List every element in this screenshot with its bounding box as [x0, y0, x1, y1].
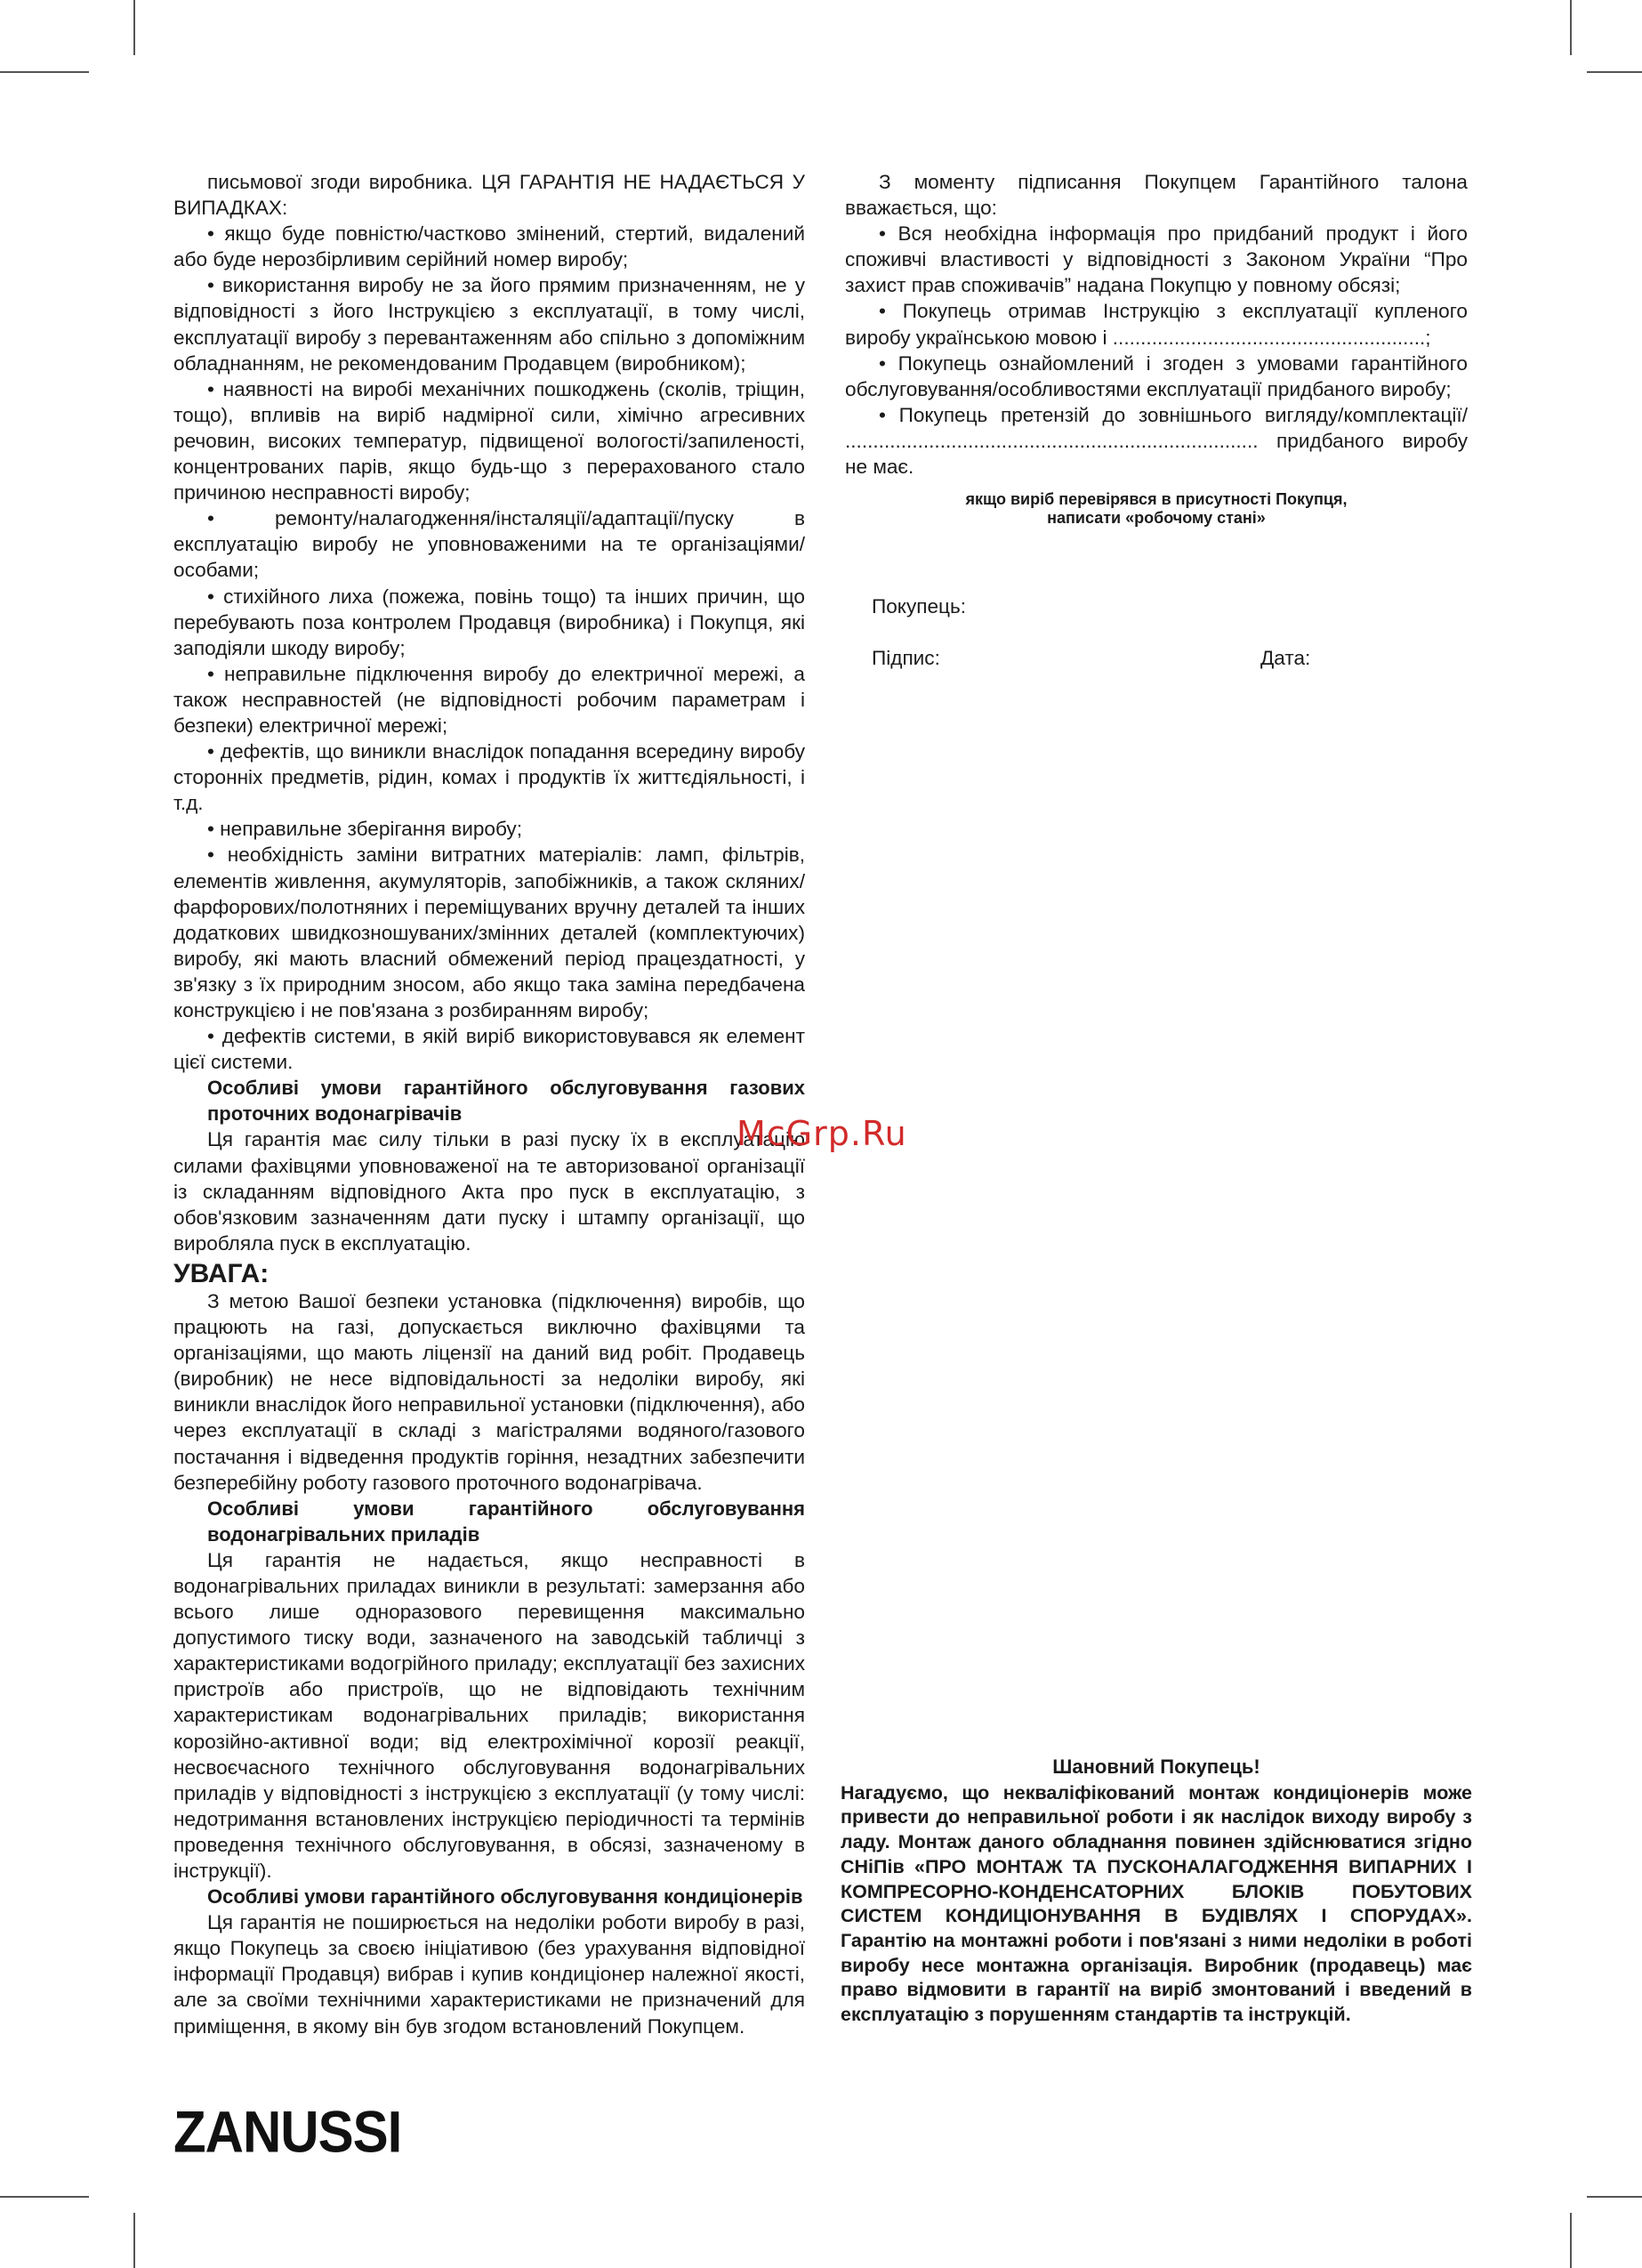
- paragraph: Ця гарантія має силу тільки в разі пуску їх в експлуатацію силами фахівцями уповноваженої на те авторизованої організації із складанням відповідного Акта про пуск в експлуатацію, з обов'язковим зазначенням дати пуску і штампу організації, що виробляла пуск в експлуатацію.: [173, 1128, 805, 1255]
- paragraph: З метою Вашої безпеки установка (підключення) виробів, що працюють на газі, допускається виключно фахівцями та організаціями, що мають ліцензії на даний вид робіт. Продавець (виробник) не несе відповідальності за недоліки виробу, які виникли внаслідок його неправильної установки (підключення), або через експлуатації в складі з магістралями водяного/газового постачання і відведення продуктів горіння, незадтних забезпечити безперебійну роботу газового проточного водонагрівача.: [173, 1289, 805, 1494]
- inspection-note: [845, 490, 1468, 528]
- paragraph: З моменту підписання Покупцем Гарантійного талона вважається, що:: [845, 171, 1468, 220]
- paragraph: Ця гарантія не поширюється на недоліки роботи виробу в разі, якщо Покупець за своєю ініціативою (без урахування відповідної інформації Продавця) вибрав і купив кондиціонер належної якості, але за своїми технічними характеристиками не призначений для приміщення, в якому він був згодом встановлений Покупцем.: [173, 1911, 805, 2038]
- right-column: [845, 169, 1468, 670]
- crop-mark: [1570, 0, 1572, 55]
- crop-mark: [1570, 2213, 1572, 2268]
- paragraph: Ця гарантія не надається, якщо несправності в водонагрівальних приладах виникли в результаті: замерзання або всього лише одноразового перевищення максимально допустимого тиску води, зазначеного на заводській табличці з характеристиками водогрійного приладу; експлуатації без захисних пристроїв або пристроїв, що не відповідають технічним характеристикам водонагрівальних приладів; використання корозійно-активної води; від електрохімічної корозії реакції, несвоєчасного технічного обслуговування водонагрівальних приладів у відповідності з інструкцією з експлуатації (у тому числі: недотримання встановлених інструкцією періодичності та термінів проведення технічного обслуговування, в обсязі, зазначеному в інструкції).: [173, 1548, 805, 1882]
- crop-mark: [1587, 71, 1642, 73]
- section-heading: Особливі умови гарантійного обслуговування кондиціонерів: [207, 1885, 803, 1909]
- crop-mark: [0, 71, 89, 73]
- section-heading: Особливі умови гарантійного обслуговування газових проточних водонагрівачів: [207, 1077, 805, 1126]
- paragraph: • неправильне підключення виробу до електричної мережі, а також несправностей (не відповідності робочим параметрам і безпеки) електричної мережі;: [173, 662, 805, 737]
- crop-mark: [133, 0, 135, 55]
- notice-title: Шановний Покупець!: [1052, 1755, 1260, 1778]
- paragraph: • дефектів системи, в якій виріб використовувався як елемент цієї системи.: [173, 1025, 805, 1074]
- crop-mark: [1587, 2196, 1642, 2198]
- paragraph: • якщо буде повністю/частково змінений, стертий, видалений або буде нерозбірливим серійний номер виробу;: [173, 222, 805, 271]
- paragraph: • дефектів, що виникли внаслідок попадання всередину виробу сторонніх предметів, рідин, комах і продуктів їх життєдіяльності, і т.д.: [173, 740, 805, 815]
- signature-label: Підпис:: [872, 647, 940, 670]
- left-column: [173, 169, 805, 2039]
- crop-mark: [0, 2196, 89, 2198]
- paragraph: • Покупець претензій до зовнішнього вигляду/комплектації/ .......................................................................... придбаного виробу не має.: [845, 403, 1468, 479]
- section-heading: Особливі умови гарантійного обслуговування водонагрівальних приладів: [207, 1497, 805, 1546]
- acknowledgement-list: [845, 169, 1468, 480]
- buyer-label: Покупець:: [872, 595, 967, 618]
- paragraph: • наявності на виробі механічних пошкоджень (сколів, тріщин, тощо), впливів на виріб надмірної сили, хімічно агресивних речовин, високих температур, підвищеної вологості/запиленості, концентрованих парів, якщо будь-що з перерахованого стало причиною несправності виробу;: [173, 377, 805, 504]
- customer-notice: [841, 1755, 1472, 2028]
- paragraph: • Вся необхідна інформація про придбаний продукт і його споживчі властивості у відповідності з Законом України “Про захист прав споживачів” надана Покупцю у повному обсязі;: [845, 222, 1468, 297]
- paragraph: • неправильне зберігання виробу;: [207, 818, 522, 841]
- paragraph: • ремонту/налагодження/інсталяції/адаптації/пуску в експлуатацію виробу не уповноваженими на те організаціями/особами;: [173, 507, 805, 582]
- date-label: Дата:: [1260, 647, 1311, 670]
- paragraph: • Покупець отримав Інструкцію з експлуатації купленого виробу українською мовою і ........................................................;: [845, 300, 1468, 349]
- brand-logo: ZANUSSI: [173, 2099, 402, 2165]
- paragraph: • Покупець ознайомлений і згоден з умовами гарантійного обслуговування/особливостями експлуатації придбаного виробу;: [845, 351, 1468, 400]
- watermark: McGrp.Ru: [736, 1114, 907, 1153]
- notice-text: Нагадуємо, що некваліфікований монтаж кондиціонерів може привести до неправильної роботи і як наслідок виходу виробу з ладу. Монтаж даного обладнання повинен здійснюватися згідно СНіПів «ПРО МОНТАЖ ТА ПУСКОНАЛАГОДЖЕННЯ ВИПАРНИХ І КОМПРЕСОРНО-КОНДЕНСАТОРНИХ БЛОКІВ ПОБУТОВИХ СИСТЕМ КОНДИЦІОНУВАННЯ В БУДІВЛЯХ І СПОРУДАХ». Гарантію на монтажні роботи і пов'язані з ними недоліки в роботі виробу несе монтажна організація. Виробник (продавець) має право відмовити в гарантії на виріб змонтований і введений в експлуатацію з порушенням стандартів та інструкцій.: [841, 1781, 1472, 2026]
- paragraph: • стихійного лиха (пожежа, повінь тощо) та інших причин, що перебувають поза контролем Продавця (виробника) і Покупця, які заподіяли шкоду виробу;: [173, 585, 805, 659]
- warning-heading: УВАГА:: [173, 1258, 270, 1288]
- inspection-note-text: якщо виріб перевірявся в присутності Покупця, написати «робочому стані»: [965, 490, 1348, 528]
- paragraph: • використання виробу не за його прямим призначенням, не у відповідності з його Інструкцією з експлуатації, в тому числі, експлуатації виробу з перевантаженням або спільно з допоміжним обладнанням, не рекомендованим Продавцем (виробником);: [173, 274, 805, 375]
- paragraph: • необхідність заміни витратних матеріалів: ламп, фільтрів, елементів живлення, акумуляторів, запобіжників, а також скляних/фарфорових/полотняних і переміщуваних вручну деталей та інших додаткових швидкозношуваних/змінних деталей (комплектуючих) виробу, які мають власний обмежений період працездатності, у зв'язку з їх природним зносом, або якщо така заміна передбачена конструкцією і не пов'язана з розбиранням виробу;: [173, 843, 805, 1021]
- crop-mark: [133, 2213, 135, 2268]
- paragraph: письмової згоди виробника. ЦЯ ГАРАНТІЯ НЕ НАДАЄТЬСЯ У ВИПАДКАХ:: [173, 171, 805, 220]
- signature-block: [845, 528, 1468, 670]
